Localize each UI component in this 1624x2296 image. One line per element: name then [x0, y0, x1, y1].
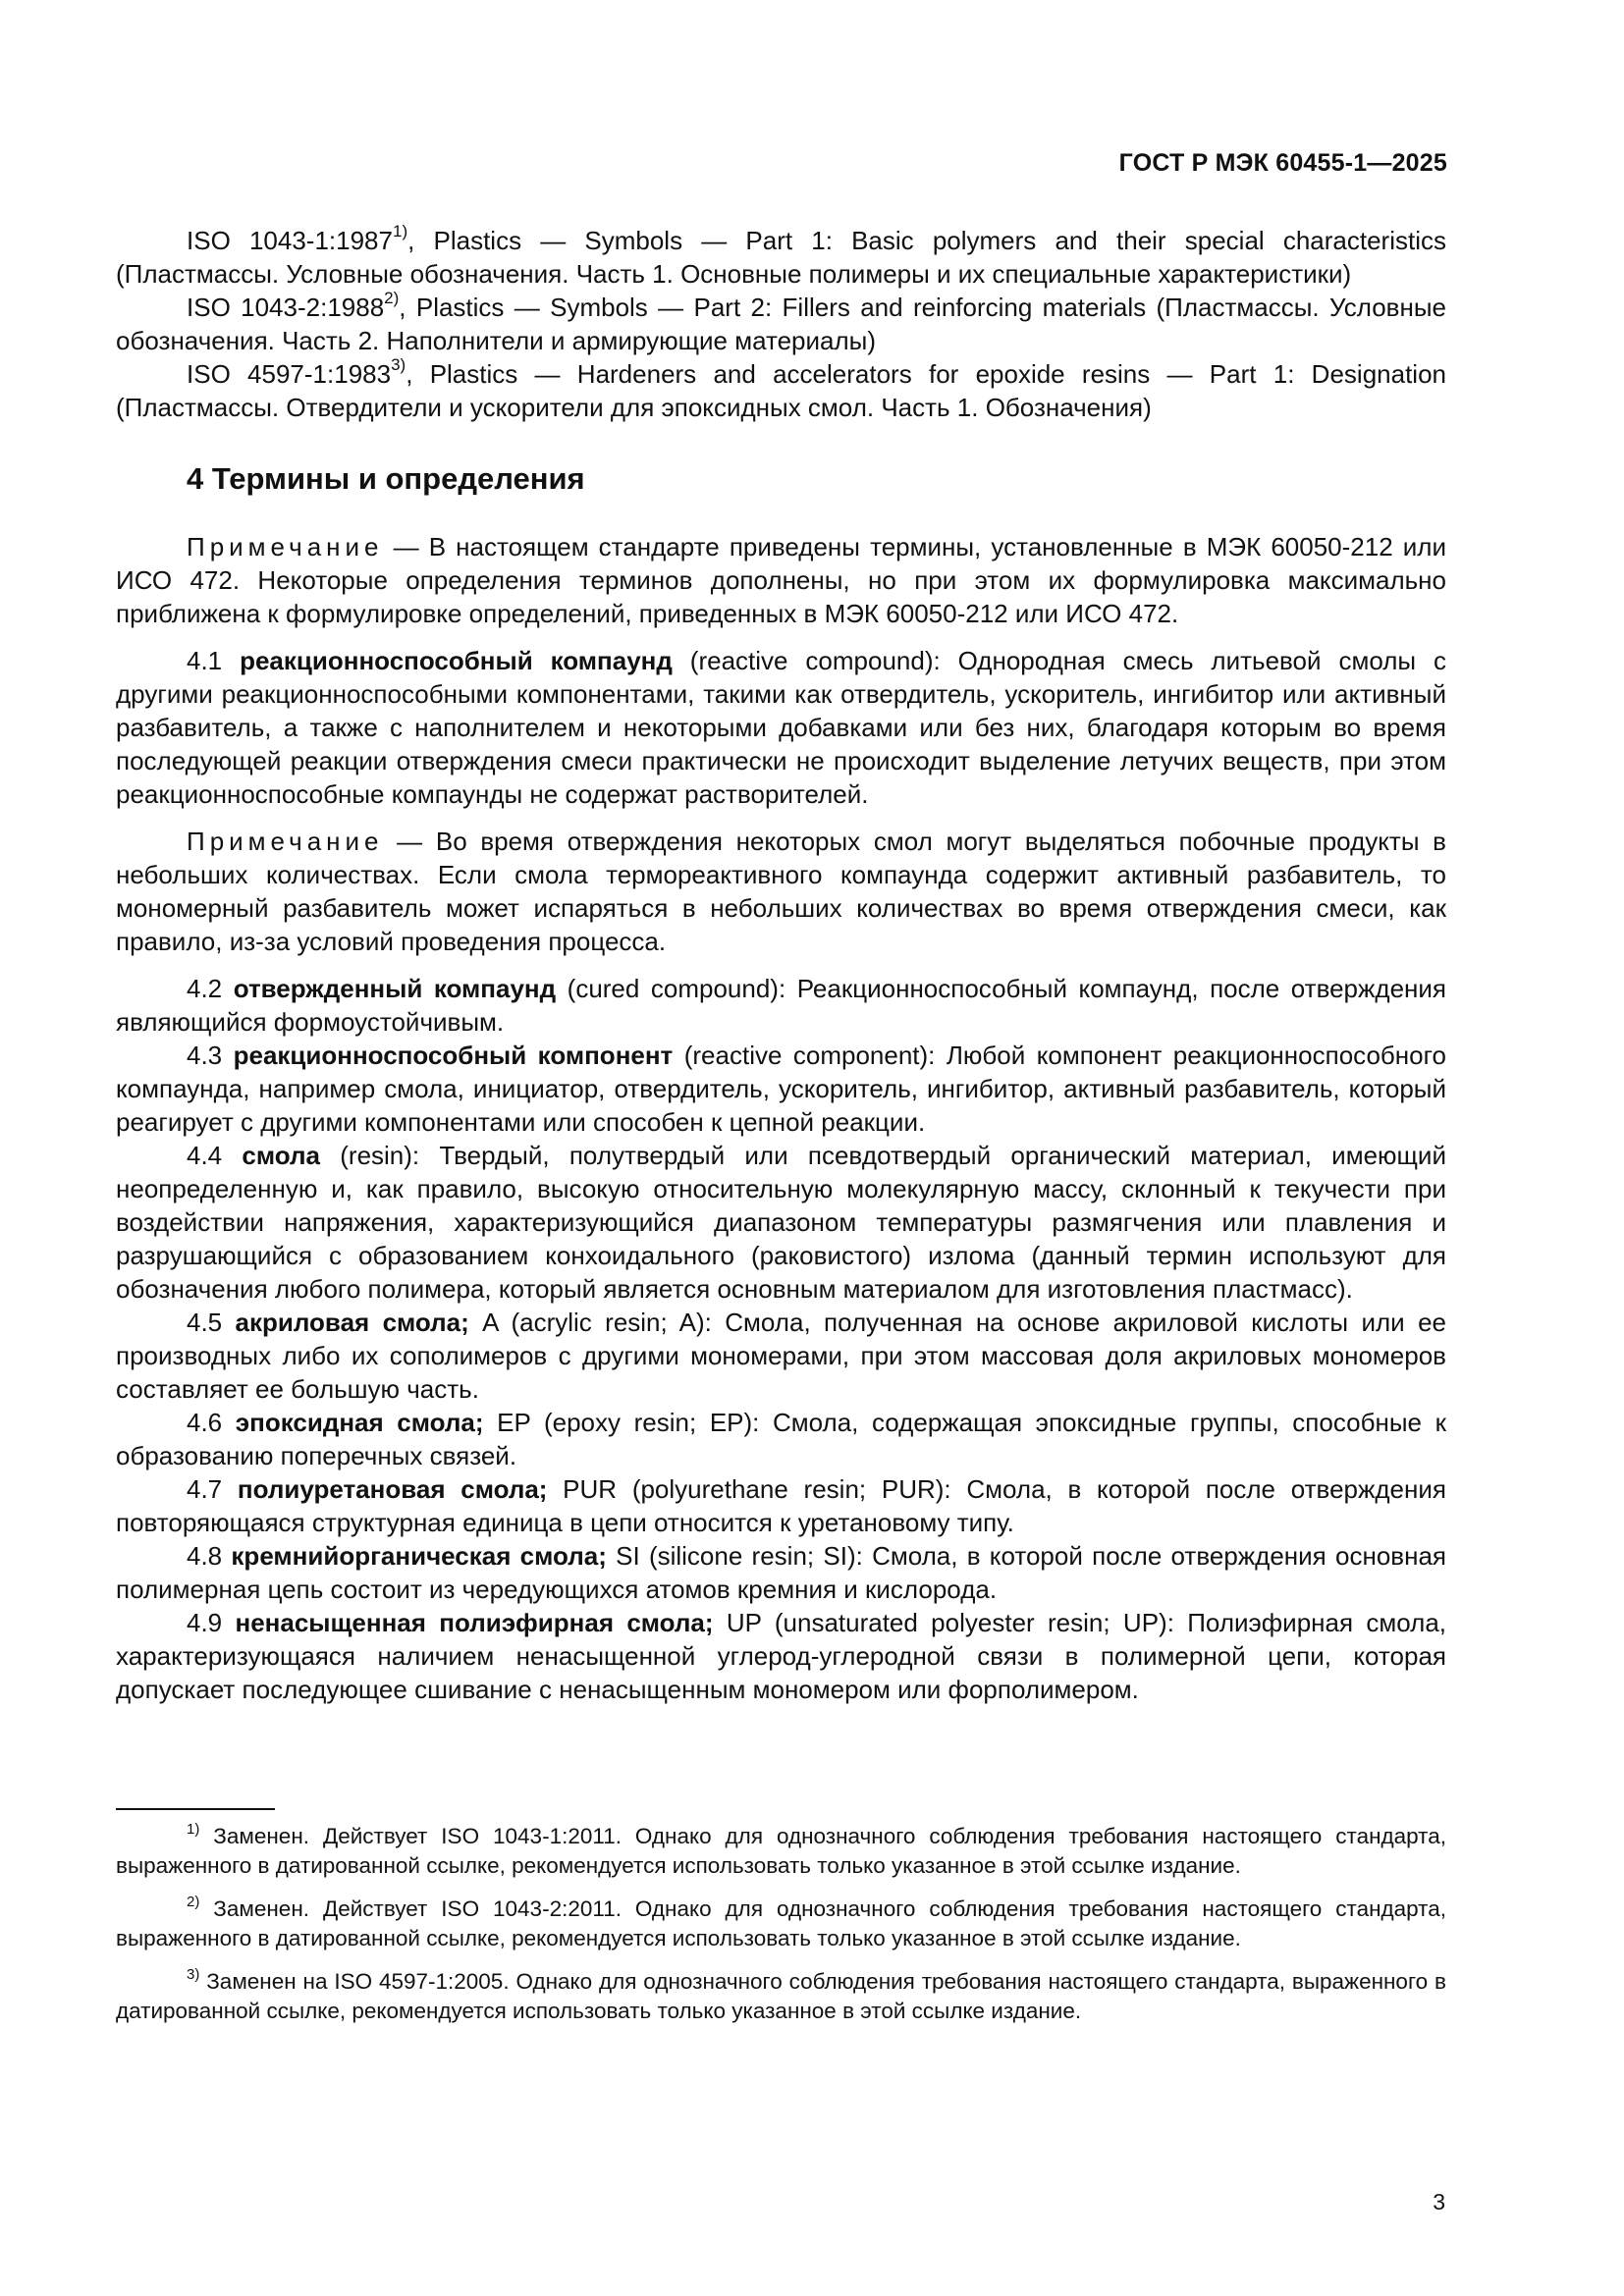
term-definition: 4.7 полиуретановая смола; PUR (polyurethane resin; PUR): Смола, в которой после отверждения повторяющаяся структурная единица в цепи относится к уретановому типу.	[116, 1474, 1446, 1537]
term-definition: 4.3 реакционноспособный компонент (reactive component): Любой компонент реакционноспособного компаунда, например смола, инициатор, отвердитель, ускоритель, ингибитор, активный разбавитель, который реагирует с другими компонентами или способен к цепной реакции.	[116, 1041, 1446, 1137]
term-definition: 4.5 акриловая смола; A (acrylic resin; A): Смола, полученная на основе акриловой кислоты или ее производных либо их сополимеров с другими мономерами, при этом массовая доля акриловых мономеров составляет ее большую часть.	[116, 1308, 1446, 1404]
note: Примечание — В настоящем стандарте приведены термины, установленные в МЭК 60050-212 или ИСО 472. Некоторые определения терминов дополнены, но при этом их формулировка максимально приближена к формулировке определений, приведенных в МЭК 60050-212 или ИСО 472.	[116, 532, 1446, 628]
footnote-item: $^{2)}$ Заменен. Действует ISO 1043-2:2011. Однако для однозначного соблюдения требования настоящего стандарта, выраженного в датированной ссылке, рекомендуется использовать только указанное в этой ссылке издание.	[116, 1893, 1446, 1950]
section-title: 4 Термины и определения	[187, 461, 585, 496]
footnote-item: $^{3)}$ Заменен на ISO 4597-1:2005. Однако для однозначного соблюдения требования настоящего стандарта, выраженного в датированной ссылке, рекомендуется использовать только указанное в этой ссылке издание.	[116, 1965, 1446, 2023]
note: Примечание — Во время отверждения некоторых смол могут выделяться побочные продукты в небольших количествах. Если смола термореактивного компаунда содержит активный разбавитель, то мономерный разбавитель может испаряться в небольших количествах во время отверждения смеси, как правило, из-за условий проведения процесса.	[116, 827, 1446, 956]
term-definition: 4.6 эпоксидная смола; EP (epoxy resin; EP): Смола, содержащая эпоксидные группы, способные к образованию поперечных связей.	[116, 1408, 1446, 1470]
footnotes	[116, 1822, 1446, 2040]
term-definition: 4.9 ненасыщенная полиэфирная смола; UP (unsaturated polyester resin; UP): Полиэфирная смола, характеризующаяся наличием ненасыщенной углерод-углеродной связи в полимерной цепи, которая допускает последующее сшивание с ненасыщенным мономером или форполимером.	[116, 1608, 1447, 1704]
reference-item: ISO 1043-2:1988$^{2)}$, Plastics — Symbols — Part 2: Fillers and reinforcing materials (Пластмассы. Условные обозначения. Часть 2. Наполнители и армирующие материалы)	[116, 289, 1446, 355]
document-header: ГОСТ Р МЭК 60455-1—2025	[1118, 149, 1447, 177]
reference-item: ISO 4597-1:1983$^{3)}$, Plastics — Hardeners and accelerators for epoxide resins — Part 1: Designation (Пластмассы. Отвердители и ускорители для эпоксидных смол. Часть 1. Обозначения)	[116, 355, 1446, 422]
term-definition: 4.1 реакционноспособный компаунд (reactive compound): Однородная смесь литьевой смолы с другими реакционноспособными компонентами, такими как отвердитель, ускоритель, ингибитор или активный разбавитель, а также с наполнителем и некоторыми добавками или без них, благодаря которым во время последующей реакции отверждения смеси практически не происходит выделение летучих веществ, при этом реакционноспособные компаунды не содержат растворителей.	[116, 646, 1446, 809]
main-content	[116, 224, 1446, 1706]
footnote-item: $^{1)}$ Заменен. Действует ISO 1043-1:2011. Однако для однозначного соблюдения требования настоящего стандарта, выраженного в датированной ссылке, рекомендуется использовать только указанное в этой ссылке издание.	[116, 1820, 1446, 1878]
footnote-separator	[116, 1808, 275, 1810]
term-definition: 4.2 отвержденный компаунд (cured compound): Реакционноспособный компаунд, после отверждения являющийся формоустойчивым.	[116, 974, 1447, 1037]
page-number: 3	[1433, 2189, 1445, 2215]
term-definition: 4.8 кремнийорганическая смола; SI (silicone resin; SI): Смола, в которой после отверждения основная полимерная цепь состоит из чередующихся атомов кремния и кислорода.	[116, 1541, 1447, 1604]
reference-item: ISO 1043-1:1987$^{1)}$, Plastics — Symbols — Part 1: Basic polymers and their special characteristics (Пластмассы. Условные обозначения. Часть 1. Основные полимеры и их специальные характеристики)	[116, 222, 1446, 289]
term-definition: 4.4 смола (resin): Твердый, полутвердый или псевдотвердый органический материал, имеющий неопределенную и, как правило, высокую относительную молекулярную массу, склонный к текучести при воздействии напряжения, характеризующийся диапазоном температуры размягчения или плавления и разрушающийся с образованием конхоидального (раковистого) излома (данный термин используют для обозначения любого полимера, который является основным материалом для изготовления пластмасс).	[116, 1141, 1446, 1304]
